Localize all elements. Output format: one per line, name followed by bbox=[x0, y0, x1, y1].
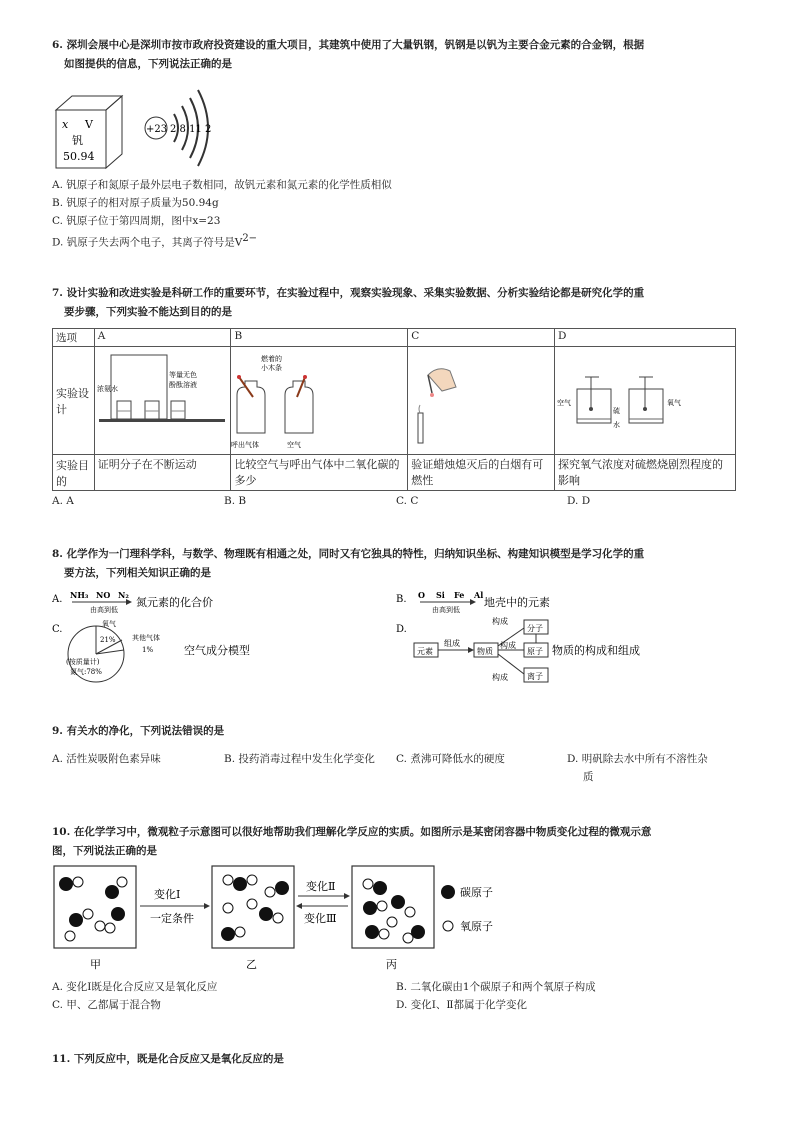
q10-option-d: D. 变化Ⅰ、Ⅱ都属于化学变化 bbox=[396, 999, 528, 1011]
svg-text:空气: 空气 bbox=[557, 399, 571, 407]
purpose-c: 验证蜡烛熄灭后的白烟有可燃性 bbox=[408, 455, 555, 491]
svg-text:B.: B. bbox=[396, 594, 407, 605]
q7-answer-b: B. B bbox=[224, 495, 247, 507]
svg-text:物质: 物质 bbox=[477, 647, 493, 656]
svg-text:构成: 构成 bbox=[492, 617, 508, 626]
svg-text:酚酞溶液: 酚酞溶液 bbox=[168, 381, 197, 389]
atom-nucleus: +23 bbox=[146, 124, 168, 135]
q9-option-a: A. 活性炭吸附色素异味 bbox=[52, 753, 161, 765]
th-d: D bbox=[555, 329, 736, 347]
svg-text:构成: 构成 bbox=[500, 641, 516, 650]
q6-option-a: A. 钒原子和氮原子最外层电子数相同，故钒元素和氮元素的化学性质相似 bbox=[52, 179, 392, 191]
th-c: C bbox=[408, 329, 555, 347]
tile-name: 钒 bbox=[72, 134, 83, 147]
svg-text:构成: 构成 bbox=[492, 673, 508, 682]
q8-option-a-c bbox=[52, 588, 352, 688]
q11-stem: 11. 下列反应中，既是化合反应又是氧化反应的是 bbox=[52, 1053, 284, 1065]
th-b: B bbox=[231, 329, 408, 347]
q6-stem-line1: 6. 深圳会展中心是深圳市按市政府投资建设的重大项目，其建筑中使用了大量钒钢，钒钢是以钒为主要合金元素的合金钢，根据 bbox=[52, 39, 645, 51]
svg-text:呼出气体: 呼出气体 bbox=[231, 441, 260, 449]
q7-stem-line2: 要步骤，下列实验不能达到目的的是 bbox=[64, 306, 232, 318]
q10-stem-line1: 10. 在化学学习中，微观粒子示意图可以很好地帮助我们理解化学反应的实质。如图所示是某密闭容器中物质变化过程的微观示意 bbox=[52, 826, 652, 838]
svg-text:元素: 元素 bbox=[417, 647, 433, 656]
q9-stem: 9. 有关水的净化，下列说法错误的是 bbox=[52, 725, 225, 737]
svg-text:氮元素的化合价: 氮元素的化合价 bbox=[136, 596, 213, 609]
q8-option-b-d bbox=[396, 588, 726, 688]
svg-text:氧原子: 氧原子 bbox=[460, 920, 493, 933]
svg-text:21%: 21% bbox=[100, 636, 116, 644]
svg-text:甲: 甲 bbox=[90, 958, 101, 971]
ion-charge: 2− bbox=[242, 233, 258, 244]
svg-text:水: 水 bbox=[613, 421, 620, 429]
tile-mass: 50.94 bbox=[63, 150, 95, 163]
q7-table bbox=[52, 328, 736, 491]
row-purpose-label: 实验目的 bbox=[53, 455, 95, 491]
svg-text:变化Ⅱ: 变化Ⅱ bbox=[306, 880, 336, 893]
svg-text:离子: 离子 bbox=[527, 672, 543, 681]
svg-text:A.: A. bbox=[52, 594, 63, 605]
svg-text:(按质量计): (按质量计) bbox=[66, 658, 100, 666]
svg-text:Si: Si bbox=[436, 590, 445, 600]
svg-text:物质的构成和组成: 物质的构成和组成 bbox=[552, 644, 640, 657]
svg-text:乙: 乙 bbox=[246, 958, 257, 971]
q7-answer-a: A. A bbox=[52, 495, 74, 507]
svg-text:空气成分模型: 空气成分模型 bbox=[184, 644, 250, 657]
diagram-d bbox=[555, 347, 735, 451]
svg-text:C.: C. bbox=[52, 624, 63, 635]
purpose-a: 证明分子在不断运动 bbox=[94, 455, 231, 491]
svg-text:组成: 组成 bbox=[444, 639, 460, 648]
q7-stem-line1: 7. 设计实验和改进实验是科研工作的重要环节，在实验过程中，观察实验现象、采集实验数据、分析实验结论都是研究化学的重 bbox=[52, 287, 645, 299]
diagram-c bbox=[408, 347, 552, 451]
svg-text:丙: 丙 bbox=[386, 958, 397, 971]
q6-stem-line2: 如图提供的信息，下列说法正确的是 bbox=[64, 58, 232, 70]
q10-option-a: A. 变化Ⅰ既是化合反应又是氧化反应 bbox=[52, 981, 218, 993]
q6-option-d: D. 钒原子失去两个电子，其离子符号是$V^{2-}$ bbox=[52, 233, 258, 249]
svg-text:氧气: 氧气 bbox=[102, 620, 116, 628]
svg-text:一定条件: 一定条件 bbox=[150, 912, 194, 925]
svg-text:碳原子: 碳原子 bbox=[460, 886, 493, 899]
diagram-b bbox=[231, 347, 405, 451]
q9-option-c: C. 煮沸可降低水的硬度 bbox=[396, 753, 505, 765]
svg-text:原子: 原子 bbox=[527, 647, 543, 656]
svg-text:NO: NO bbox=[96, 590, 111, 600]
svg-text:其他气体: 其他气体 bbox=[132, 634, 160, 642]
q8-stem-line1: 8. 化学作为一门理科学科，与数学、物理既有相通之处，同时又有它独具的特性，归纳知识坐标、构建知识模型是学习化学的重 bbox=[52, 548, 645, 560]
svg-text:Al: Al bbox=[474, 590, 484, 600]
svg-text:Fe: Fe bbox=[454, 590, 465, 600]
svg-text:燃着的: 燃着的 bbox=[261, 355, 283, 363]
q7-answer-d: D. D bbox=[567, 495, 591, 507]
svg-text:分子: 分子 bbox=[527, 624, 543, 633]
vanadium-figure bbox=[52, 80, 232, 172]
q6-option-c: C. 钒原子位于第四周期，图中x=23 bbox=[52, 215, 221, 227]
tile-number: x bbox=[62, 118, 69, 131]
svg-text:NH₃: NH₃ bbox=[70, 590, 89, 600]
svg-text:氮气:78%: 氮气:78% bbox=[70, 668, 102, 676]
svg-text:1%: 1% bbox=[142, 646, 154, 654]
purpose-b: 比较空气与呼出气体中二氧化碳的多少 bbox=[231, 455, 408, 491]
svg-text:由高到低: 由高到低 bbox=[90, 606, 118, 614]
svg-text:硫: 硫 bbox=[613, 407, 620, 415]
row-design-label: 实验设计 bbox=[53, 347, 95, 455]
svg-text:空气: 空气 bbox=[287, 441, 302, 449]
q6-option-b: B. 钒原子的相对原子质量为50.94g bbox=[52, 197, 219, 209]
svg-text:N₂: N₂ bbox=[118, 590, 129, 600]
tile-symbol: V bbox=[85, 118, 93, 131]
q7-answer-c: C. C bbox=[396, 495, 419, 507]
q10-stem-line2: 图，下列说法正确的是 bbox=[52, 845, 157, 857]
q10-option-b: B. 二氧化碳由1个碳原子和两个氧原子构成 bbox=[396, 981, 596, 993]
svg-text:由高到低: 由高到低 bbox=[432, 606, 460, 614]
q9-option-d: D. 明矾除去水中所有不溶性杂 bbox=[567, 753, 708, 765]
th-a: A bbox=[94, 329, 231, 347]
q9-option-d-cont: 质 bbox=[583, 771, 594, 783]
atom-shells: 2 8 11 2 bbox=[170, 124, 212, 135]
q8-stem-line2: 要方法，下列相关知识正确的是 bbox=[64, 567, 211, 579]
svg-text:变化Ⅰ: 变化Ⅰ bbox=[154, 888, 181, 901]
diagram-a bbox=[95, 347, 229, 451]
svg-text:氧气: 氧气 bbox=[667, 399, 681, 407]
svg-text:等量无色: 等量无色 bbox=[168, 371, 197, 379]
svg-text:地壳中的元素: 地壳中的元素 bbox=[484, 596, 550, 609]
q10-option-c: C. 甲、乙都属于混合物 bbox=[52, 999, 161, 1011]
q9-option-b: B. 投药消毒过程中发生化学变化 bbox=[224, 753, 375, 765]
svg-text:变化Ⅲ: 变化Ⅲ bbox=[304, 912, 337, 925]
purpose-d: 探究氧气浓度对硫燃烧剧烈程度的影响 bbox=[555, 455, 736, 491]
svg-text:浓氨水: 浓氨水 bbox=[96, 385, 118, 393]
svg-text:小木条: 小木条 bbox=[261, 364, 283, 372]
q10-micro-diagram bbox=[52, 862, 512, 974]
th-option: 选项 bbox=[53, 329, 95, 347]
svg-text:D.: D. bbox=[396, 624, 407, 635]
svg-text:O: O bbox=[418, 590, 425, 600]
